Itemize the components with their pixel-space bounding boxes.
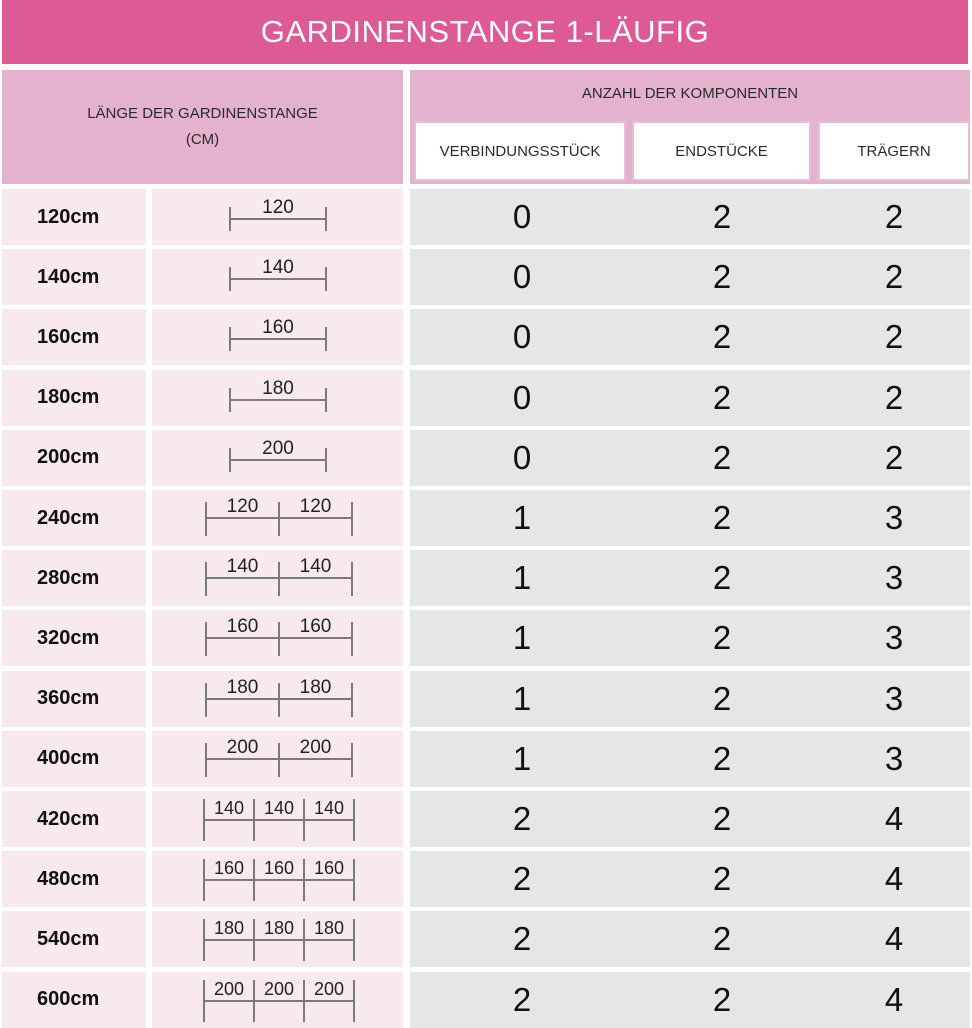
rod-segment-diagram (152, 309, 403, 365)
rod-length-label: 420cm (2, 791, 146, 847)
rod-length-label: 140cm (2, 249, 146, 305)
rod-segment-diagram (152, 671, 403, 727)
endstuecke-value: 2 (712, 860, 732, 898)
rod-segment-diagram (152, 731, 403, 787)
endstuecke-value: 2 (712, 739, 732, 777)
rod-segment-diagram (152, 911, 403, 967)
segment-length-label: 180 (226, 676, 259, 698)
verbindungsstueck-value: 0 (512, 378, 532, 416)
verbindungsstueck-value: 2 (512, 860, 532, 898)
rod-length-label: 600cm (2, 972, 146, 1028)
rod-segment-diagram (152, 490, 403, 546)
segment-diagram-svg (152, 370, 403, 426)
rod-segment-diagram (152, 430, 403, 486)
component-values (410, 550, 970, 606)
table-row (0, 370, 972, 426)
length-column-header (2, 70, 403, 184)
endstuecke-value: 2 (712, 619, 732, 657)
rod-segment-diagram (152, 851, 403, 907)
segment-diagram-svg (152, 550, 403, 606)
segment-length-label: 160 (299, 616, 332, 638)
table-row (0, 972, 972, 1028)
component-values (410, 972, 970, 1028)
segment-length-label: 160 (262, 317, 294, 339)
table-row (0, 610, 972, 666)
segment-length-label: 200 (262, 437, 294, 459)
rod-length-label: 480cm (2, 851, 146, 907)
traeger-value: 4 (884, 980, 904, 1018)
length-header-line2: (CM) (185, 131, 220, 148)
segment-length-label: 200 (299, 736, 332, 758)
verbindungsstueck-value: 1 (512, 559, 532, 597)
endstuecke-value: 2 (712, 920, 732, 958)
segment-length-label: 160 (263, 858, 295, 879)
verbindungsstueck-value: 2 (512, 920, 532, 958)
segment-length-label: 200 (313, 978, 345, 999)
verbindungsstueck-value: 1 (512, 679, 532, 717)
segment-diagram-svg (152, 911, 403, 967)
segment-length-label: 160 (226, 616, 259, 638)
segment-length-label: 140 (299, 556, 332, 578)
verbindungsstueck-value: 0 (512, 438, 532, 476)
rod-length-label: 320cm (2, 610, 146, 666)
traeger-value: 3 (884, 679, 904, 717)
rod-length-label: 120cm (2, 189, 146, 245)
segment-length-label: 180 (262, 377, 294, 399)
table-row (0, 911, 972, 967)
component-values (410, 370, 970, 426)
component-values (410, 430, 970, 486)
segment-length-label: 120 (262, 197, 294, 218)
verbindungsstueck-value: 0 (512, 318, 532, 356)
table-row (0, 249, 972, 305)
column-header-traegern: TRÄGERN (818, 121, 970, 181)
rod-segment-diagram (152, 791, 403, 847)
segment-length-label: 140 (213, 798, 245, 818)
table-row (0, 189, 972, 245)
segment-length-label: 140 (313, 798, 345, 818)
segment-length-label: 120 (226, 496, 259, 517)
traeger-value: 3 (884, 619, 904, 657)
traeger-value: 2 (884, 318, 904, 356)
segment-length-label: 200 (263, 978, 295, 999)
component-values (410, 851, 970, 907)
verbindungsstueck-value: 1 (512, 739, 532, 777)
segment-length-label: 180 (213, 918, 245, 939)
table-row (0, 550, 972, 606)
segment-diagram-svg (152, 189, 403, 245)
table-row (0, 851, 972, 907)
rod-length-label: 540cm (2, 911, 146, 967)
segment-diagram-svg (152, 490, 403, 546)
segment-diagram-svg (152, 249, 403, 305)
endstuecke-value: 2 (712, 679, 732, 717)
table-row (0, 430, 972, 486)
verbindungsstueck-value: 0 (512, 258, 532, 296)
rod-length-label: 360cm (2, 671, 146, 727)
traeger-value: 4 (884, 920, 904, 958)
length-header-line1: LÄNGE DER GARDINENSTANGE (87, 105, 318, 122)
rod-segment-diagram (152, 189, 403, 245)
rod-length-label: 160cm (2, 309, 146, 365)
segment-length-label: 200 (213, 978, 245, 999)
table-row (0, 731, 972, 787)
endstuecke-value: 2 (712, 559, 732, 597)
component-values (410, 249, 970, 305)
rod-length-label: 200cm (2, 430, 146, 486)
verbindungsstueck-value: 1 (512, 499, 532, 536)
traeger-value: 3 (884, 499, 904, 536)
segment-length-label: 200 (226, 736, 259, 758)
rod-length-label: 240cm (2, 490, 146, 546)
segment-length-label: 140 (262, 257, 294, 279)
endstuecke-value: 2 (712, 318, 732, 356)
segment-diagram-svg (152, 731, 403, 787)
component-values (410, 610, 970, 666)
endstuecke-value: 2 (712, 378, 732, 416)
table-row (0, 490, 972, 546)
verbindungsstueck-value: 2 (512, 980, 532, 1018)
segment-length-label: 160 (213, 858, 245, 879)
component-values (410, 490, 970, 546)
table-row (0, 309, 972, 365)
component-values (410, 911, 970, 967)
traeger-value: 2 (884, 438, 904, 476)
endstuecke-value: 2 (712, 800, 732, 837)
components-header-title: ANZAHL DER KOMPONENTEN (581, 84, 799, 102)
table-row (0, 791, 972, 847)
traeger-value: 2 (884, 198, 904, 235)
segment-length-label: 140 (263, 798, 295, 818)
rod-segment-diagram (152, 550, 403, 606)
traeger-value: 4 (884, 800, 904, 837)
segment-diagram-svg (152, 791, 403, 847)
component-values (410, 791, 970, 847)
verbindungsstueck-value: 1 (512, 619, 532, 657)
segment-diagram-svg (152, 610, 403, 666)
column-header-verbindungsstueck: VERBINDUNGSSTÜCK (414, 121, 626, 181)
endstuecke-value: 2 (712, 438, 732, 476)
segment-diagram-svg (152, 430, 403, 486)
column-header-endstuecke: ENDSTÜCKE (632, 121, 811, 181)
traeger-value: 2 (884, 258, 904, 296)
rod-segment-diagram (152, 972, 403, 1028)
segment-length-label: 140 (226, 556, 259, 578)
verbindungsstueck-value: 0 (512, 198, 532, 235)
component-values (410, 731, 970, 787)
table-row (0, 671, 972, 727)
segment-length-label: 180 (313, 918, 345, 939)
segment-length-label: 160 (313, 858, 345, 879)
component-values (410, 189, 970, 245)
rod-length-label: 180cm (2, 370, 146, 426)
endstuecke-value: 2 (712, 198, 732, 235)
component-values (410, 309, 970, 365)
traeger-value: 3 (884, 739, 904, 777)
segment-diagram-svg (152, 671, 403, 727)
segment-diagram-svg (152, 972, 403, 1028)
traeger-value: 3 (884, 559, 904, 597)
segment-length-label: 120 (299, 496, 332, 517)
rod-segment-diagram (152, 610, 403, 666)
endstuecke-value: 2 (712, 258, 732, 296)
endstuecke-value: 2 (712, 499, 732, 536)
segment-length-label: 180 (263, 918, 295, 939)
rod-segment-diagram (152, 249, 403, 305)
components-header (410, 70, 970, 184)
page-title: GARDINENSTANGE 1-LÄUFIG (2, 0, 968, 64)
segment-diagram-svg (152, 309, 403, 365)
endstuecke-value: 2 (712, 980, 732, 1018)
rod-length-label: 280cm (2, 550, 146, 606)
segment-length-label: 180 (299, 676, 332, 698)
traeger-value: 4 (884, 860, 904, 898)
rod-segment-diagram (152, 370, 403, 426)
component-values (410, 671, 970, 727)
traeger-value: 2 (884, 378, 904, 416)
rod-length-label: 400cm (2, 731, 146, 787)
verbindungsstueck-value: 2 (512, 800, 532, 837)
segment-diagram-svg (152, 851, 403, 907)
